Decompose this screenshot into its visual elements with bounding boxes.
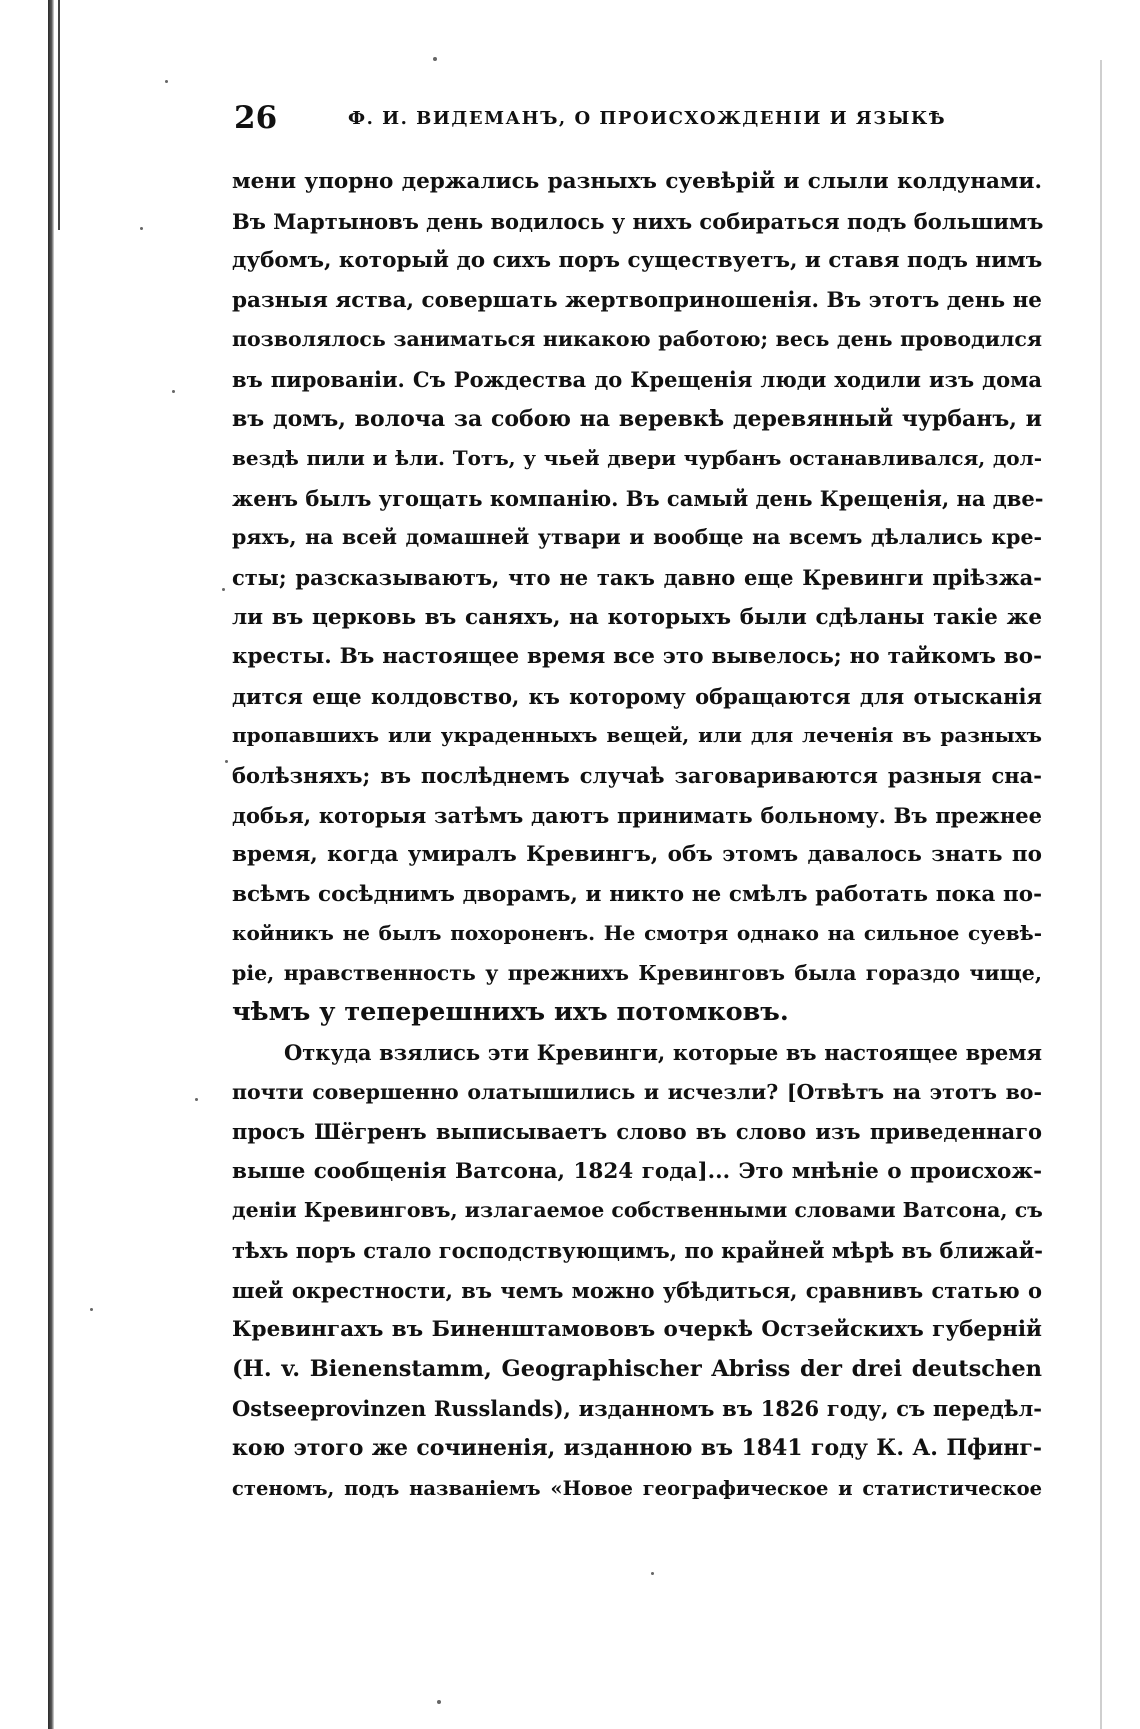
text-line: стеномъ, подъ названіемъ «Новое географическое и статистическое bbox=[232, 1476, 1042, 1500]
text-line: женъ былъ угощать компанію. Въ самый день Крещенія, на две- bbox=[232, 485, 1044, 511]
scan-speck bbox=[225, 760, 228, 763]
scan-speck bbox=[651, 1572, 654, 1575]
text-line: тѣхъ поръ стало господствующимъ, по крайней мѣрѣ въ ближай- bbox=[232, 1238, 1044, 1264]
body-text bbox=[232, 162, 1042, 1508]
page-header bbox=[234, 100, 1034, 144]
text-line: сты; разсказываютъ, что не такъ давно еще Кревинги пріѣзжа- bbox=[232, 564, 1042, 590]
text-line: пропавшихъ или украденныхъ вещей, или для леченія въ разныхъ bbox=[232, 723, 1042, 748]
text-line: мени упорно держались разныхъ суевѣрій и слыли колдунами. bbox=[232, 169, 1042, 194]
text-line: деніи Кревинговъ, излагаемое собственными словами Ватсона, съ bbox=[232, 1198, 1043, 1223]
text-line: позволялось заниматься никакою работою; весь день проводился bbox=[232, 327, 1042, 352]
text-line: болѣзняхъ; въ послѣднемъ случаѣ заговариваются разныя сна- bbox=[232, 762, 1042, 788]
text-line: койникъ не былъ похороненъ. Не смотря однако на сильное суевѣ- bbox=[232, 921, 1042, 946]
text-line: въ домъ, волоча за собою на веревкѣ деревянный чурбанъ, и bbox=[232, 405, 1042, 432]
text-line: кою этого же сочиненія, изданною въ 1841 году К. А. Пфинг- bbox=[232, 1435, 1042, 1461]
scan-speck bbox=[437, 1700, 441, 1704]
text-line: вездѣ пили и ѣли. Тотъ, у чьей двери чурбанъ останавливался, дол- bbox=[232, 446, 1042, 471]
text-line: Кревингахъ въ Биненштамововъ очеркѣ Остзейскихъ губерній bbox=[232, 1317, 1042, 1343]
text-line: просъ Шёгренъ выписываетъ слово въ слово изъ приведеннаго bbox=[232, 1119, 1042, 1145]
text-line: время, когда умиралъ Кревингъ, объ этомъ давалось знать по bbox=[232, 842, 1042, 868]
text-line-paragraph-start: Откуда взялись эти Кревинги, которые въ настоящее время bbox=[284, 1040, 1042, 1066]
text-line: въ пированіи. Съ Рождества до Крещенія люди ходили изъ дома bbox=[232, 366, 1042, 392]
text-line: ряхъ, на всей домашней утвари и вообще на всемъ дѣлались кре- bbox=[232, 525, 1042, 550]
scan-speck bbox=[222, 588, 225, 591]
text-line: Ostseeprovinzen Russlands), изданномъ въ 1826 году, съ передѣл- bbox=[232, 1396, 1042, 1422]
scan-speck bbox=[172, 390, 175, 393]
text-line: шей окрестности, въ чемъ можно убѣдиться, сравнивъ статью о bbox=[232, 1277, 1042, 1303]
text-line: разныя яства, совершать жертвоприношенія. Въ этотъ день не bbox=[232, 287, 1042, 313]
scan-speck bbox=[195, 1098, 198, 1101]
text-line: всѣмъ сосѣднимъ дворамъ, и никто не смѣлъ работать пока по- bbox=[232, 881, 1042, 907]
running-title: Ф. И. ВИДЕМАНЪ, О ПРОИСХОЖДЕНІИ И ЯЗЫКѢ bbox=[348, 108, 947, 129]
text-line: почти совершенно олатышились и исчезли? [Отвѣтъ на этотъ во- bbox=[232, 1079, 1042, 1104]
page-binding-edge bbox=[48, 0, 54, 1729]
page-right-edge bbox=[1100, 60, 1102, 1729]
text-line: ли въ церковь въ саняхъ, на которыхъ были сдѣланы такіе же bbox=[232, 604, 1042, 630]
text-line: (H. v. Bienenstamm, Geographischer Abriss der drei deutschen bbox=[232, 1355, 1042, 1382]
text-line: ріе, нравственность у прежнихъ Кревинговъ была гораздо чище, bbox=[232, 960, 1042, 985]
text-line: Въ Мартыновъ день водилось у нихъ собираться подъ большимъ bbox=[232, 208, 1044, 234]
scan-speck bbox=[165, 80, 168, 83]
scan-speck bbox=[140, 227, 143, 230]
text-line: кресты. Въ настоящее время все это вывелось; но тайкомъ во- bbox=[232, 644, 1042, 670]
text-line-paragraph-end: чѣмъ у теперешнихъ ихъ потомковъ. bbox=[232, 997, 789, 1028]
text-line: дубомъ, который до сихъ поръ существуетъ, и ставя подъ нимъ bbox=[232, 248, 1043, 274]
text-line: выше сообщенія Ватсона, 1824 года]... Это мнѣніе о происхож- bbox=[232, 1158, 1042, 1184]
scan-speck bbox=[433, 57, 437, 61]
text-line: добья, которыя затѣмъ даютъ принимать больному. Въ прежнее bbox=[232, 802, 1042, 828]
page-binding-line bbox=[58, 0, 60, 230]
scan-speck bbox=[90, 1308, 93, 1311]
text-line: дится еще колдовство, къ которому обращаются для отысканія bbox=[232, 683, 1042, 709]
page-number: 26 bbox=[234, 100, 278, 136]
